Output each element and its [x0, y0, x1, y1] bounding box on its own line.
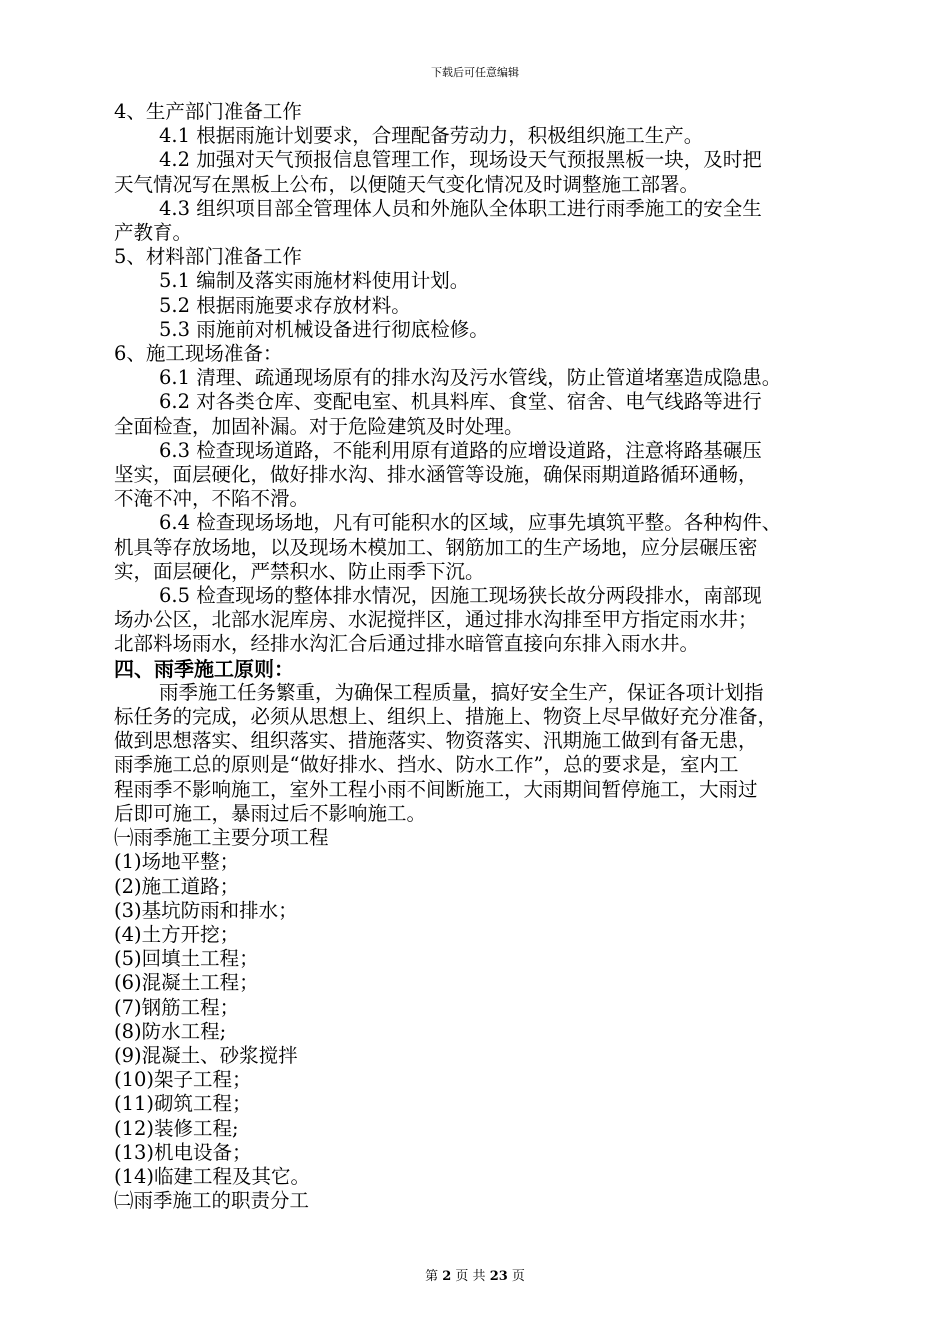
page-footer [0, 1269, 950, 1285]
text-line: 4、生产部门准备工作 [114, 100, 302, 123]
text-line: 天气情况写在黑板上公布，以便随天气变化情况及时调整施工部署。 [114, 172, 700, 196]
text-line: (12)装修工程; [114, 1116, 239, 1140]
text-line: (8)防水工程; [114, 1019, 227, 1043]
footer-total-pages: 23 [489, 1269, 508, 1284]
page-header [0, 66, 950, 80]
footer-middle: 页 共 [455, 1269, 486, 1284]
text-line: (10)架子工程； [114, 1068, 252, 1092]
text-line: ㈡雨季施工的职责分工 [114, 1189, 310, 1213]
section-heading: 四、雨季施工原则： [114, 656, 294, 681]
text-line: 不淹不冲，不陷不滑。 [114, 487, 310, 511]
text-line: 机具等存放场地，以及现场木模加工、钢筋加工的生产场地，应分层碾压密 [114, 535, 758, 559]
text-line: 6.1 清理、疏通现场原有的排水沟及污水管线，防止管道堵塞造成隐患。 [159, 366, 782, 390]
text-line: (1)场地平整； [114, 850, 240, 874]
text-line: 6.3 检查现场道路，不能利用原有道路的应增设道路，注意将路基碾压 [159, 438, 762, 462]
text-line: 4.3 组织项目部全管理体人员和外施队全体职工进行雨季施工的安全生 [159, 196, 762, 220]
text-line: 6.5 检查现场的整体排水情况，因施工现场狭长故分两段排水，南部现 [159, 584, 762, 608]
text-line: 产教育。 [114, 221, 193, 245]
text-line: (2)施工道路； [114, 874, 240, 898]
text-line: 6.4 检查现场场地，凡有可能积水的区域，应事先填筑平整。各种构件、 [159, 511, 782, 535]
text-line: (4)土方开挖； [114, 922, 240, 946]
header-note: 下载后可任意编辑 [431, 66, 519, 79]
text-line: 坚实，面层硬化，做好排水沟、排水涵管等设施，确保雨期道路循环通畅， [114, 463, 758, 487]
footer-page-number: 2 [442, 1269, 452, 1284]
text-line: 6.2 对各类仓库、变配电室、机具料库、食堂、宿舍、电气线路等进行 [159, 390, 762, 414]
text-line: 程雨季不影响施工，室外工程小雨不间断施工，大雨期间暂停施工，大雨过 [114, 777, 758, 801]
text-line: 实，面层硬化，严禁积水、防止雨季下沉。 [114, 559, 485, 583]
footer-suffix: 页 [511, 1269, 525, 1284]
text-line: ㈠雨季施工主要分项工程 [114, 826, 329, 850]
text-line: 5、材料部门准备工作 [114, 245, 302, 269]
text-line: (7)钢筋工程； [114, 995, 240, 1019]
text-line: 5.1 编制及落实雨施材料使用计划。 [159, 269, 470, 293]
text-line: 做到思想落实、组织落实、措施落实、物资落实、汛期施工做到有备无患， [114, 729, 758, 753]
text-line: 后即可施工，暴雨过后不影响施工。 [114, 801, 427, 825]
text-line: 6、施工现场准备： [114, 342, 283, 366]
footer-prefix: 第 [425, 1269, 439, 1284]
text-line: 场办公区，北部水泥库房、水泥搅拌区，通过排水沟排至甲方指定雨水井； [114, 608, 758, 632]
text-line: 标任务的完成，必须从思想上、组织上、措施上、物资上尽早做好充分准备， [114, 705, 778, 729]
text-line: (5)回填土工程； [114, 947, 259, 971]
text-line: 5.3 雨施前对机械设备进行彻底检修。 [159, 317, 489, 341]
document-body [114, 100, 859, 1213]
text-line: 4.1 根据雨施计划要求，合理配备劳动力，积极组织施工生产。 [159, 124, 704, 148]
text-line: 雨季施工任务繁重，为确保工程质量，搞好安全生产，保证各项计划指 [159, 680, 764, 704]
text-line: (3)基坑防雨和排水； [114, 898, 298, 922]
text-line: (14)临建工程及其它。 [114, 1164, 311, 1188]
text-line: (11)砌筑工程； [114, 1092, 252, 1116]
text-line: 全面检查，加固补漏。对于危险建筑及时处理。 [114, 414, 524, 438]
text-line: 北部料场雨水，经排水沟汇合后通过排水暗管直接向东排入雨水井。 [114, 632, 700, 656]
text-line: (6)混凝土工程； [114, 971, 259, 995]
text-line: 雨季施工总的原则是“做好排水、挡水、防水工作”，总的要求是，室内工 [114, 753, 739, 777]
text-line: 4.2 加强对天气预报信息管理工作，现场设天气预报黑板一块，及时把 [159, 148, 762, 172]
text-line: (13)机电设备； [114, 1140, 252, 1164]
text-line: 5.2 根据雨施要求存放材料。 [159, 293, 411, 317]
text-line: (9)混凝土、砂浆搅拌 [114, 1043, 298, 1067]
